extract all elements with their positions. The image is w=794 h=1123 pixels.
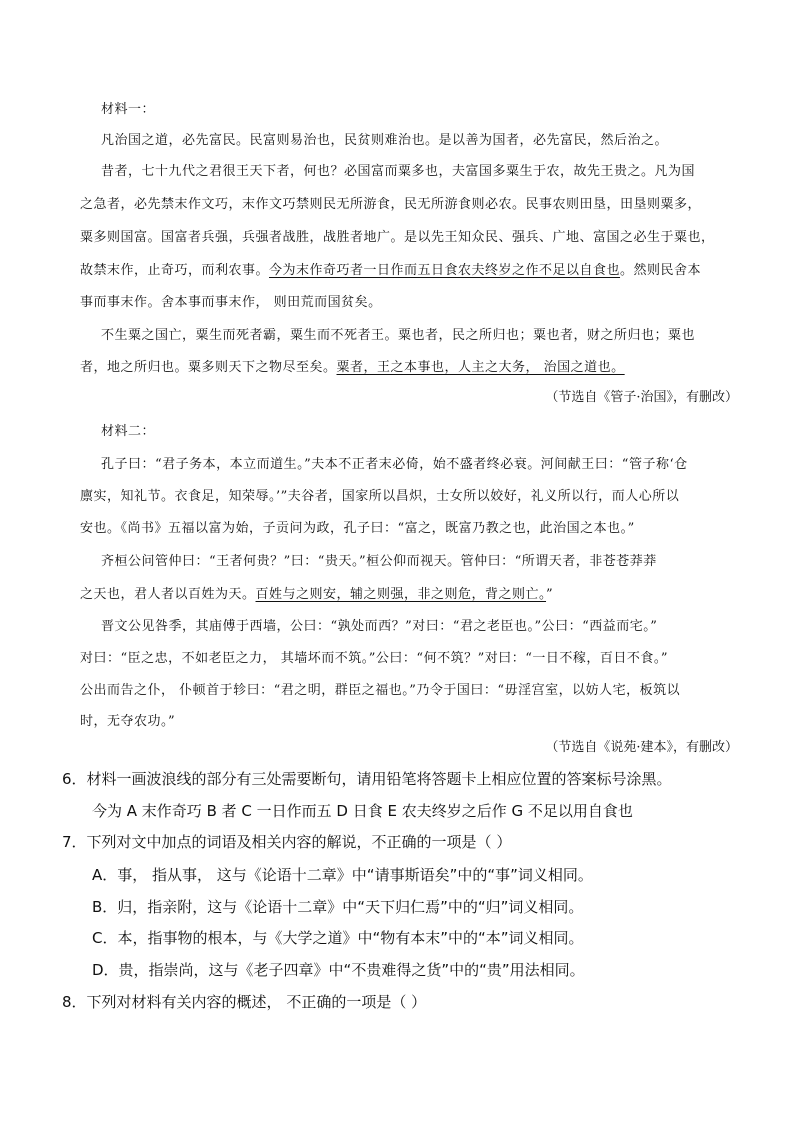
m2-p3-line-1: 晋文公见咎季，其庙傅于西墙，公曰：“孰处而西？”对曰：“君之老臣也。”公曰：“西益而宅。” [101, 619, 658, 634]
m2-p2-line-2-end: ” [546, 587, 554, 602]
material-2-title: 材料二： [101, 424, 156, 439]
m1-p3-line-2 [80, 360, 625, 376]
underlined-sentence-2: 百姓与之则安，辅之则强，非之则危，背之则亡。 [255, 587, 547, 602]
m2-p1-line-2: 廪实，知礼节。衣食足，知荣辱。’”夫谷者，国家所以昌炽，士女所以姣好，礼义所以行，而人心所以 [80, 489, 680, 504]
question-6-options: 今为 A 末作奇巧 B 者 C 一日作而五 D 日食 E 农夫终岁之后作 G 不足以用自食也 [92, 802, 633, 820]
m1-paragraph-1: 凡治国之道，必先富民。民富则易治也，民贫则难治也。是以善为国者，必先富民，然后治之。 [101, 133, 669, 148]
m1-p2-line-4-start: 故禁末作，止奇巧，而利农事。 [80, 263, 270, 278]
question-7-stem: 7．下列对文中加点的词语及相关内容的解说，不正确的一项是（ ） [62, 833, 512, 851]
m1-p2-line-3: 粟多则国富。国富者兵强，兵强者战胜，战胜者地广。是以先王知众民、强兵、广地、富国之必生于粟也， [80, 230, 715, 245]
m2-p1-line-1: 孔子曰：“君子务本，本立而道生。”夫本不正者末必倚，始不盛者终必衰。河间献王曰：“管子称‘仓 [101, 457, 688, 472]
question-7-option-c: C．本，指事物的根本，与《大学之道》中“物有本末”中的“本”词义相同。 [92, 929, 584, 947]
m1-p2-line-5: 事而事末作。舍本事而事末作， 则田荒而国贫矣。 [80, 295, 382, 310]
question-8-stem: 8．下列对材料有关内容的概述， 不正确的一项是（ ） [62, 993, 427, 1011]
question-7-option-d: D．贵，指崇尚，这与《老子四章》中“不贵难得之货”中的“贵”用法相同。 [92, 961, 585, 979]
m1-p2-line-2: 之急者，必先禁末作文巧，末作文巧禁则民无所游食，民无所游食则必农。民事农则田垦，田垦则粟多， [80, 197, 702, 212]
m2-p3-line-2: 对曰：“臣之忠，不如老臣之力， 其墙坏而不筑。”公曰：“何不筑？”对曰：“一日不稼，百日不食。” [80, 651, 669, 666]
m1-p2-line-1: 昔者，七十九代之君很王天下者，何也？必国富而粟多也，夫富国多粟生于农，故先王贵之。凡为国 [101, 164, 696, 179]
m2-p2-line-2-start: 之天也，君人者以百姓为天。 [80, 587, 256, 602]
m2-p3-line-3: 公出而告之仆， 仆顿首于轸曰：“君之明，群臣之福也。”乃令于国曰：“毋淫宫室，以妨人宅，板筑以 [80, 683, 681, 698]
question-7-option-a: A．事， 指从事， 这与《论语十二章》中“请事斯语矣”中的“事”词义相同。 [92, 866, 593, 884]
m1-p2-line-4-end: 。然则民舍本 [620, 263, 702, 278]
m2-p2-line-2 [80, 587, 553, 603]
underlined-sentence: 粟者，王之本事也，人主之大务， 治国之道也。 [336, 360, 625, 375]
material-1-title: 材料一： [101, 102, 156, 117]
m2-source: （节选自《说苑·建本》，有删改） [545, 740, 738, 755]
m2-p3-line-4: 时，无夺农功。” [80, 714, 176, 729]
m1-p2-line-4 [80, 263, 701, 279]
m2-p2-line-1: 齐桓公问管仲曰：“王者何贵？”曰：“贵天。”桓公仰而视天。管仲曰：“所谓天者，非苍苍莽莽 [101, 554, 657, 569]
m1-p3-line-2-start: 者，地之所归也。粟多则天下之物尽至矣。 [80, 360, 337, 375]
question-7-option-b: B．归，指亲附，这与《论语十二章》中“天下归仁焉”中的“归”词义相同。 [92, 898, 584, 916]
m1-source: （节选自《管子·治国》，有删改） [545, 390, 738, 405]
question-6-stem: 6．材料一画波浪线的部分有三处需要断句，请用铅笔将答题卡上相应位置的答案标号涂黑。 [62, 770, 672, 788]
m2-p1-line-3: 安也。《尚书》五福以富为始，子贡问为政，孔子曰：“富之，既富乃教之也，此治国之本也。” [80, 521, 635, 536]
m1-p3-line-1: 不生粟之国亡，粟生而死者霸，粟生而不死者王。粟也者，民之所归也；粟也者，财之所归也；粟也 [101, 328, 696, 343]
wavy-underlined-sentence: 今为末作奇巧者一日作而五日食农夫终岁之作不足以自食也 [269, 263, 621, 278]
